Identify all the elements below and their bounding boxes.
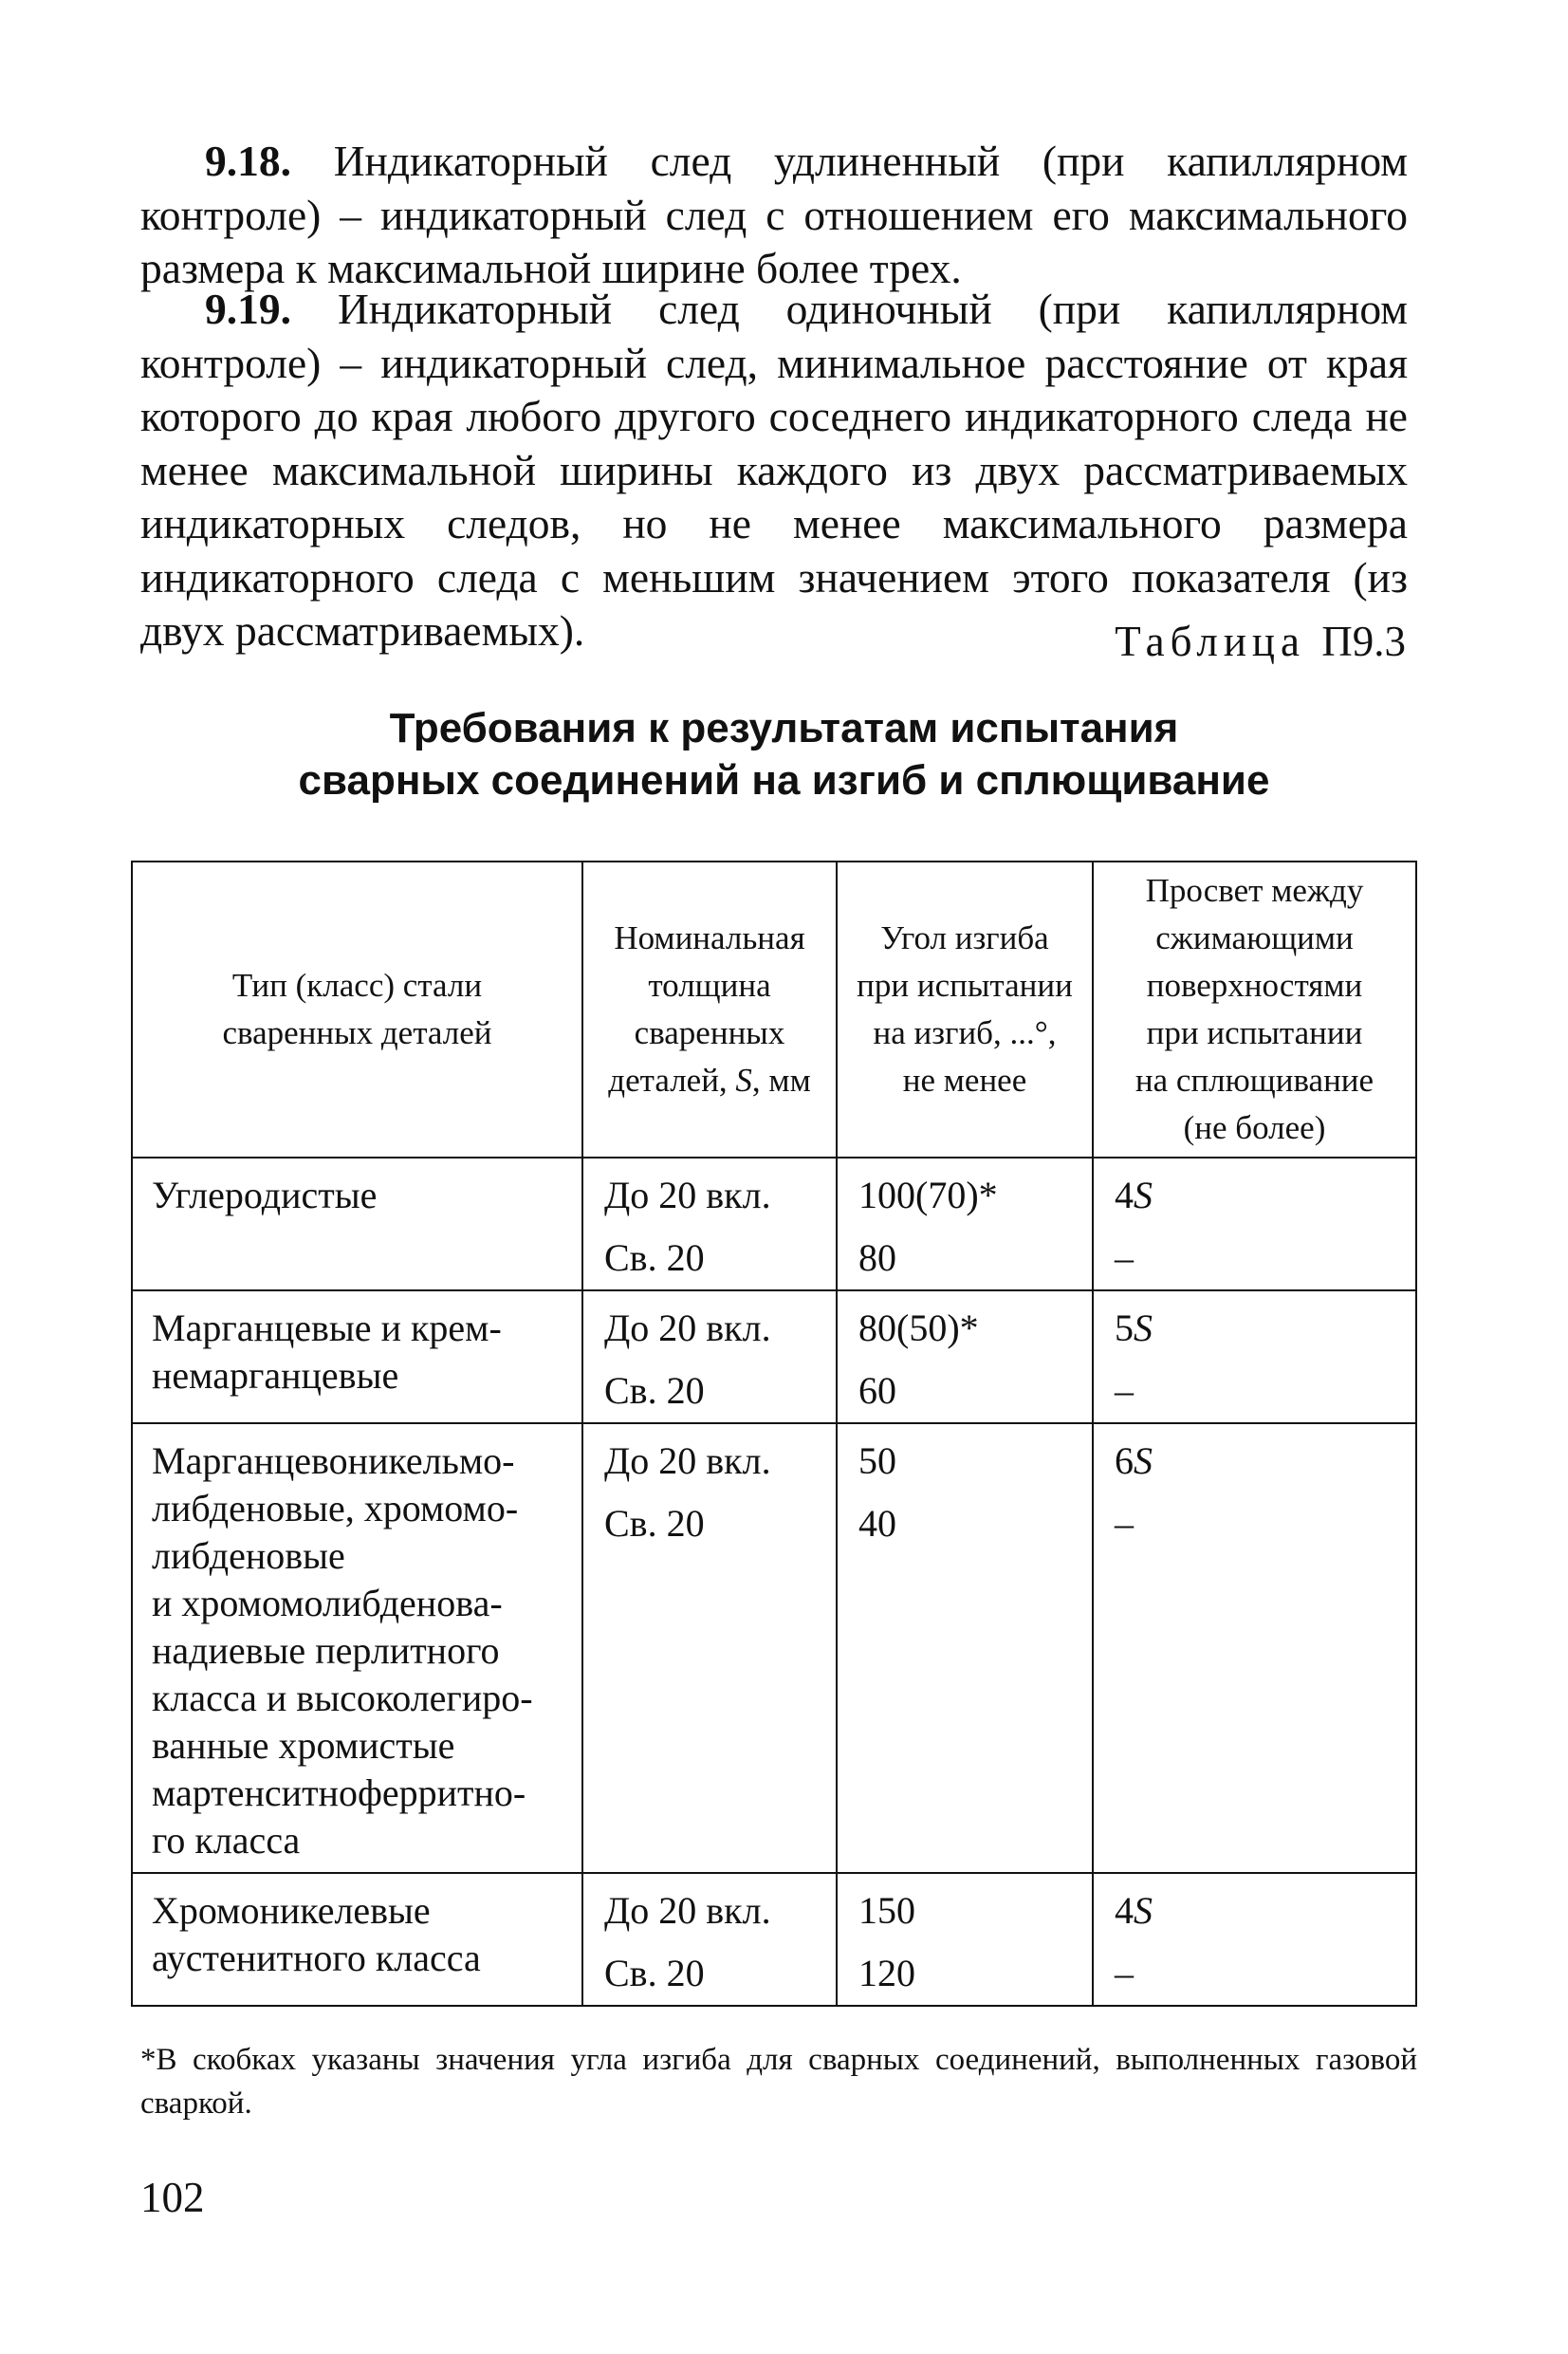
header-line: при испытании bbox=[857, 967, 1073, 1004]
table-title-line: Требования к результатам испытания bbox=[389, 705, 1179, 751]
cell-line: Марганцевоникельмо- bbox=[152, 1439, 515, 1482]
cell-line: Св. 20 bbox=[604, 1236, 705, 1279]
gap-unit: S bbox=[1134, 1174, 1153, 1216]
cell-line: 120 bbox=[858, 1952, 915, 1994]
header-line: поверхностями bbox=[1146, 967, 1363, 1004]
header-line: Угол изгиба bbox=[880, 919, 1049, 956]
header-bend-angle bbox=[837, 862, 1093, 1158]
header-line: не менее bbox=[902, 1062, 1027, 1099]
paragraph-number: 9.19. bbox=[205, 285, 291, 333]
header-thickness bbox=[582, 862, 837, 1158]
header-flattening-gap bbox=[1093, 862, 1416, 1158]
cell-line: го класса bbox=[152, 1819, 301, 1862]
table-footnote: *В скобках указаны значения угла изгиба для сварных соединений, выполненных газовой сваркой. bbox=[140, 2043, 1417, 2121]
cell-thickness bbox=[582, 1873, 837, 2006]
table-label-code: П9.3 bbox=[1321, 618, 1406, 665]
header-line: сваренных bbox=[634, 1014, 785, 1051]
gap-number: 6 bbox=[1115, 1439, 1134, 1482]
cell-bend-angle bbox=[837, 1873, 1093, 2006]
gap-number: – bbox=[1115, 1502, 1134, 1545]
cell-gap bbox=[1093, 1158, 1416, 1290]
gap-number: 4 bbox=[1115, 1174, 1134, 1216]
table-title bbox=[0, 702, 1568, 806]
table-label-word: Таблица bbox=[1115, 618, 1305, 665]
cell-line: либденовые bbox=[152, 1534, 345, 1577]
gap-number: – bbox=[1115, 1236, 1134, 1279]
cell-gap bbox=[1093, 1873, 1416, 2006]
header-steel-type bbox=[132, 862, 582, 1158]
table-header-row bbox=[132, 862, 1416, 1158]
cell-line: До 20 вкл. bbox=[604, 1439, 771, 1482]
cell-line: Углеродистые bbox=[152, 1174, 378, 1216]
paragraph-number: 9.18. bbox=[205, 137, 291, 185]
cell-gap bbox=[1093, 1423, 1416, 1873]
cell-steel-type bbox=[132, 1873, 582, 2006]
gap-unit: S bbox=[1134, 1889, 1153, 1932]
page-number: 102 bbox=[140, 2174, 205, 2221]
cell-line bbox=[1115, 1880, 1396, 1942]
gap-unit: S bbox=[1134, 1439, 1153, 1482]
cell-line bbox=[1115, 1492, 1396, 1555]
cell-line bbox=[1115, 1164, 1396, 1227]
paragraph-text: Индикаторный след одиночный (при капиллярном контроле) – индикаторный след, минимальное расстояние от края которого до края любого другого соседнего индикаторного следа не менее максимальной ширины каждого из двух рассматриваемых индикаторных следов, но не менее максимального размера индикаторного следа с меньшим значением этого показателя (из двух рассматриваемых). bbox=[140, 285, 1408, 655]
cell-line: 40 bbox=[858, 1502, 896, 1545]
cell-line: Св. 20 bbox=[604, 1502, 705, 1545]
cell-line bbox=[1115, 1430, 1396, 1492]
cell-line: мартенситноферритно- bbox=[152, 1771, 526, 1814]
paragraph-9-18 bbox=[140, 135, 1408, 296]
header-line: Тип (класс) стали bbox=[231, 967, 483, 1004]
cell-line: 50 bbox=[858, 1439, 896, 1482]
table-title-line: сварных соединений на изгиб и сплющивание bbox=[298, 757, 1270, 804]
cell-line: Св. 20 bbox=[604, 1369, 705, 1412]
cell-line bbox=[1115, 1360, 1396, 1422]
cell-line bbox=[1115, 1297, 1396, 1360]
table-row bbox=[132, 1873, 1416, 2006]
cell-thickness bbox=[582, 1290, 837, 1423]
cell-line: Св. 20 bbox=[604, 1952, 705, 1994]
cell-line: До 20 вкл. bbox=[604, 1307, 771, 1349]
paragraph-text: Индикаторный след удлиненный (при капиллярном контроле) – индикаторный след с отношением его максимального размера к максимальной ширине более трех. bbox=[140, 137, 1409, 292]
cell-steel-type bbox=[132, 1158, 582, 1290]
gap-number: 4 bbox=[1115, 1889, 1134, 1932]
cell-line: 80 bbox=[858, 1236, 896, 1279]
cell-line: класса и высоколегиро- bbox=[152, 1677, 533, 1719]
cell-line: немарганцевые bbox=[152, 1354, 399, 1397]
cell-line: и хромомолибденова- bbox=[152, 1582, 503, 1624]
cell-steel-type bbox=[132, 1423, 582, 1873]
cell-thickness bbox=[582, 1423, 837, 1873]
cell-line: 60 bbox=[858, 1369, 896, 1412]
header-line: толщина bbox=[648, 967, 771, 1004]
cell-line: До 20 вкл. bbox=[604, 1889, 771, 1932]
header-line: Просвет между bbox=[1145, 872, 1364, 909]
table-row bbox=[132, 1158, 1416, 1290]
header-line: Номинальная bbox=[614, 919, 805, 956]
paragraph-9-19 bbox=[140, 283, 1408, 658]
cell-line: До 20 вкл. bbox=[604, 1174, 771, 1216]
cell-line: 150 bbox=[858, 1889, 915, 1932]
header-line: деталей, bbox=[608, 1062, 736, 1099]
cell-line: либденовые, хромомо- bbox=[152, 1487, 519, 1529]
cell-line: Хромоникелевые bbox=[152, 1889, 431, 1932]
gap-number: – bbox=[1115, 1369, 1134, 1412]
cell-line: ванные хромистые bbox=[152, 1724, 455, 1767]
cell-line: 80(50)* bbox=[858, 1307, 979, 1349]
header-line: , мм bbox=[751, 1062, 811, 1099]
header-line: на сплющивание bbox=[1134, 1062, 1374, 1099]
cell-line bbox=[1115, 1942, 1396, 2005]
cell-bend-angle bbox=[837, 1290, 1093, 1423]
cell-bend-angle bbox=[837, 1423, 1093, 1873]
header-line: при испытании bbox=[1146, 1014, 1363, 1051]
header-line: сжимающими bbox=[1155, 919, 1354, 956]
cell-gap bbox=[1093, 1290, 1416, 1423]
gap-number: 5 bbox=[1115, 1307, 1134, 1349]
cell-line: 100(70)* bbox=[858, 1174, 998, 1216]
header-symbol: S bbox=[735, 1062, 752, 1099]
header-line: сваренных деталей bbox=[222, 1014, 492, 1051]
gap-number: – bbox=[1115, 1952, 1134, 1994]
cell-line: Марганцевые и крем- bbox=[152, 1307, 502, 1349]
requirements-table bbox=[131, 861, 1417, 2007]
cell-bend-angle bbox=[837, 1158, 1093, 1290]
cell-steel-type bbox=[132, 1290, 582, 1423]
cell-line bbox=[1115, 1227, 1396, 1289]
gap-unit: S bbox=[1134, 1307, 1153, 1349]
cell-line: надиевые перлитного bbox=[152, 1629, 500, 1672]
table-row bbox=[132, 1423, 1416, 1873]
cell-line: аустенитного класса bbox=[152, 1937, 481, 1979]
cell-thickness bbox=[582, 1158, 837, 1290]
header-line: (не более) bbox=[1183, 1109, 1326, 1146]
header-line: на изгиб, ...°, bbox=[873, 1014, 1057, 1051]
table-label bbox=[1115, 617, 1406, 666]
table-row bbox=[132, 1290, 1416, 1423]
